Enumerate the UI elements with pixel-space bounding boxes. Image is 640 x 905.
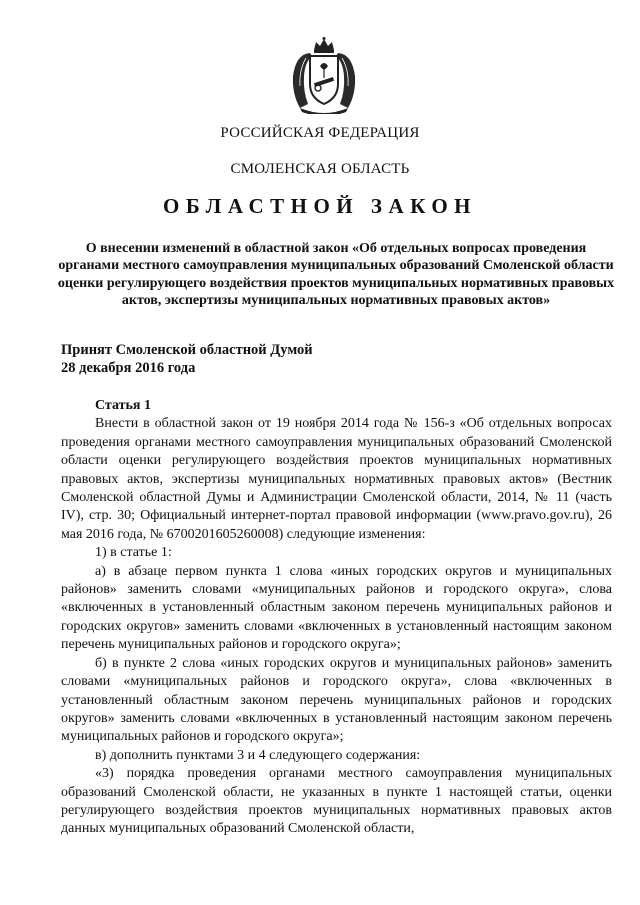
adoption-date: 28 декабря 2016 года: [61, 359, 196, 376]
body-paragraph: а) в абзаце первом пункта 1 слова «иных городских округов и муниципальных районов» заменить словами «муниципальных районов и городского округа», слова «включенных в установленный областным законом перечень муниципальных районов и городских округов» заменить словами «включенных в установленный настоящим законом перечень муниципальных районов и городского округа»;: [61, 563, 612, 653]
article-heading: Статья 1: [95, 398, 151, 413]
document-type-title: ОБЛАСТНОЙ ЗАКОН: [162, 194, 477, 218]
body-paragraph: 1) в статье 1:: [95, 545, 172, 561]
country-heading: РОССИЙСКАЯ ФЕДЕРАЦИЯ: [220, 125, 420, 141]
body-paragraph: в) дополнить пунктами 3 и 4 следующего содержания:: [95, 747, 421, 763]
coat-of-arms-icon: [290, 36, 358, 114]
adoption-body: Принят Смоленской областной Думой: [61, 342, 313, 358]
law-body: [61, 397, 612, 839]
body-paragraph: б) в пункте 2 слова «иных городских округов и муниципальных районов» заменить словами «муниципальных районов и городского округа», слова «включенных в установленный областным законом перечень муниципальных районов и городских округов» заменить словами «включенных в установленный настоящим законом перечень муниципальных районов и городского округа»;: [61, 655, 612, 745]
body-paragraph: Внести в областной закон от 19 ноября 2014 года № 156-з «Об отдельных вопросах проведения органами местного самоуправления муниципальных образований Смоленской области оценки регулирующего воздействия проектов муниципальных нормативных правовых актов, экспертизы муниципальных нормативных правовых актов» (Вестник Смоленской областной Думы и Администрации Смоленской области, 2014, № 11 (часть IV), стр. 30; Официальный интернет-портал правовой информации (www.pravo.gov.ru), 26 мая 2016 года, № 6700201605260008) следующие изменения:: [61, 416, 612, 542]
region-heading: СМОЛЕНСКАЯ ОБЛАСТЬ: [230, 161, 410, 177]
adoption-block: [61, 342, 313, 377]
law-title: О внесении изменений в областной закон «Об отдельных вопросах проведения органами местного самоуправления муниципальных образований Смоленской области оценки регулирующего воздействия проектов муниципальных нормативных правовых актов, экспертизы муниципальных нормативных правовых актов»: [57, 241, 615, 309]
body-paragraph: «3) порядка проведения органами местного самоуправления муниципальных образований Смоленской области, не указанных в пункте 1 настоящей статьи, оценки регулирующего воздействия проектов муниципальных нормативных правовых актов данных муниципальных образований Смоленской области,: [61, 766, 612, 837]
